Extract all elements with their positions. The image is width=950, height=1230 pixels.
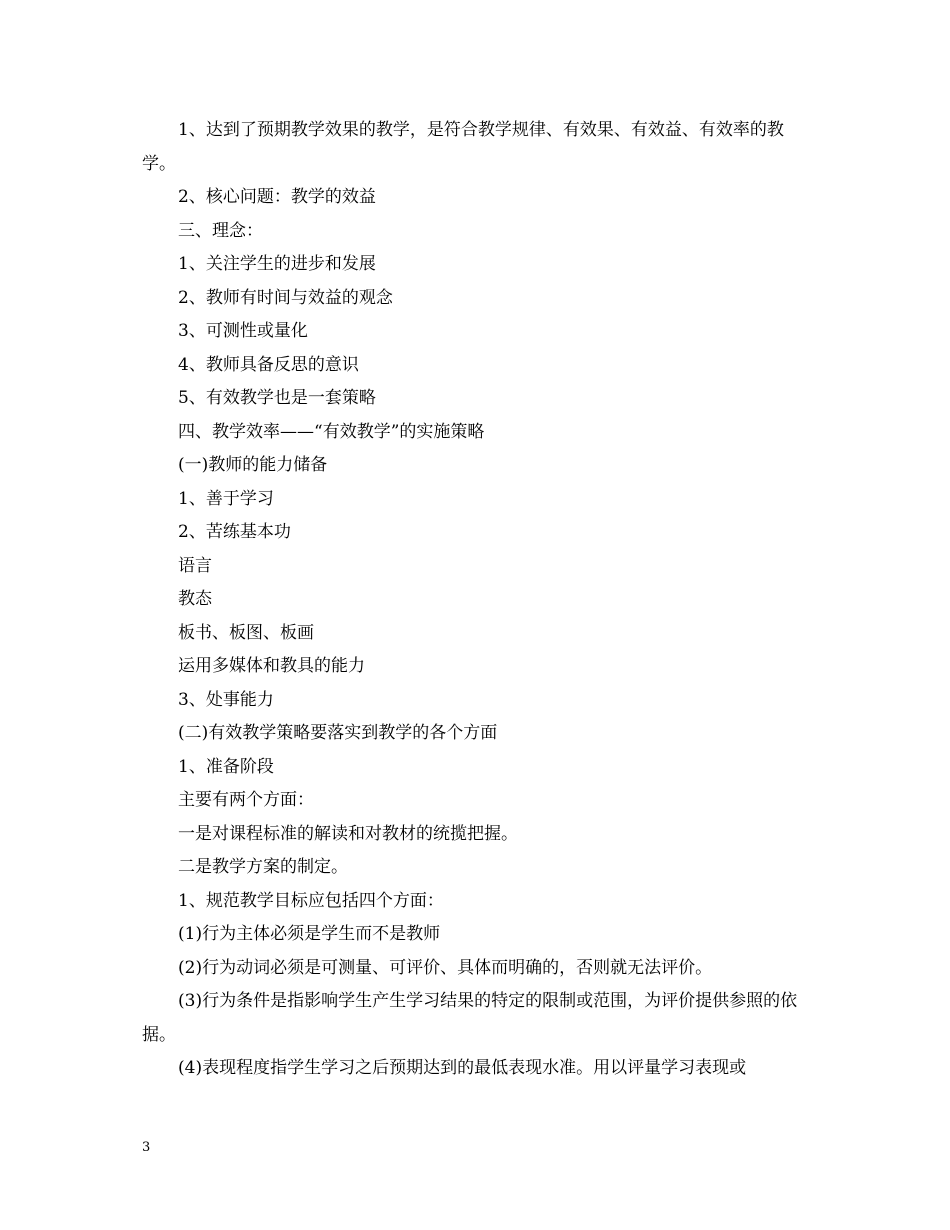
paragraph: 主要有两个方面： — [178, 790, 314, 810]
section-heading: 四、教学效率——“有效教学”的实施策略 — [178, 421, 485, 442]
list-item: (3)行为条件是指影响学生产生学习结果的特定的限制或范围，为评价提供参照的依据。 — [142, 991, 798, 1045]
list-item: 1、规范教学目标应包括四个方面： — [178, 890, 444, 911]
list-item: 教态 — [178, 589, 212, 609]
list-item: 1、善于学习 — [178, 488, 274, 509]
subsection-heading: (一)教师的能力储备 — [178, 455, 328, 475]
paragraph: 2、核心问题：教学的效益 — [178, 187, 376, 207]
list-item: 5、有效教学也是一套策略 — [178, 388, 376, 408]
list-item: 2、苦练基本功 — [178, 522, 291, 542]
section-heading: 三、理念： — [178, 220, 263, 241]
list-item: 板书、板图、板画 — [178, 622, 314, 643]
list-item: 运用多媒体和教具的能力 — [178, 656, 365, 676]
list-item: 语言 — [178, 555, 212, 576]
page-number: 3 — [142, 1140, 151, 1155]
list-item: 4、教师具备反思的意识 — [178, 354, 359, 375]
list-item: (4)表现程度指学生学习之后预期达到的最低表现水准。用以评量学习表现或 — [178, 1058, 747, 1078]
paragraph: 一是对课程标准的解读和对教材的统揽把握。 — [178, 823, 518, 844]
paragraph: 二是教学方案的制定。 — [178, 857, 348, 877]
list-item: 1、准备阶段 — [178, 756, 274, 777]
document-body — [142, 114, 812, 1086]
subsection-heading: (二)有效教学策略要落实到教学的各个方面 — [178, 723, 498, 743]
list-item: 3、可测性或量化 — [178, 321, 308, 341]
list-item: 1、关注学生的进步和发展 — [178, 254, 376, 274]
list-item: 2、教师有时间与效益的观念 — [178, 287, 393, 308]
list-item: (1)行为主体必须是学生而不是教师 — [178, 924, 441, 944]
paragraph: 1、达到了预期教学效果的教学，是符合教学规律、有效果、有效益、有效率的教学。 — [142, 120, 784, 174]
list-item: 3、处事能力 — [178, 689, 274, 710]
list-item: (2)行为动词必须是可测量、可评价、具体而明确的，否则就无法评价。 — [178, 957, 713, 978]
